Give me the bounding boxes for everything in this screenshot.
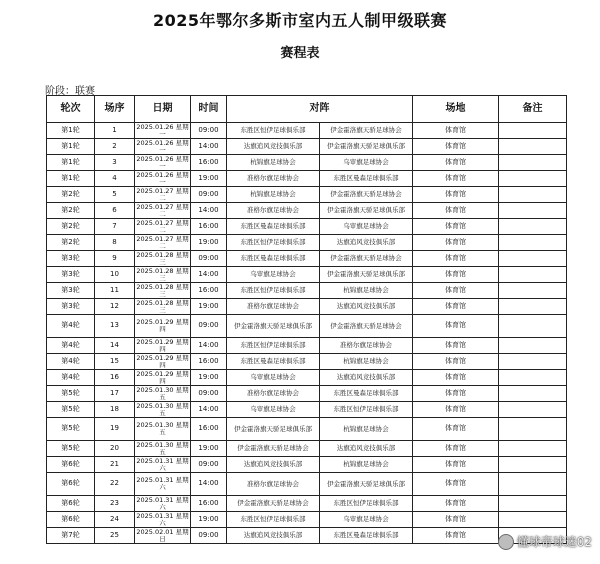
cell-home-team: 达旗追风竞技俱乐部 (227, 457, 320, 473)
cell-note (499, 315, 567, 338)
cell-match-no: 7 (95, 219, 135, 235)
cell-match-no: 9 (95, 251, 135, 267)
table-row (47, 512, 567, 528)
cell-time: 16:00 (191, 155, 227, 171)
cell-away-team: 乌审旗足球协会 (320, 219, 413, 235)
header-venue: 场地 (413, 96, 499, 123)
cell-time: 09:00 (191, 457, 227, 473)
cell-date: 2025.01.31 星期六 (136, 495, 189, 511)
cell-note (499, 338, 567, 354)
cell-round: 第3轮 (47, 267, 95, 283)
cell-match-no: 11 (95, 283, 135, 299)
cell-time: 19:00 (191, 299, 227, 315)
cell-away-team: 伊金霍洛旗天骄足球俱乐部 (320, 139, 413, 155)
cell-match-no: 22 (95, 473, 135, 496)
cell-match-no: 15 (95, 354, 135, 370)
cell-home-team: 伊金霍洛旗天骄足球协会 (227, 441, 320, 457)
cell-match-no: 5 (95, 187, 135, 203)
table-row (47, 528, 567, 544)
cell-venue: 体育馆 (413, 354, 499, 370)
cell-date: 2025.01.30 星期五 (136, 385, 189, 401)
cell-round: 第3轮 (47, 283, 95, 299)
cell-date: 2025.01.27 星期二 (136, 202, 189, 218)
cell-venue: 体育馆 (413, 251, 499, 267)
cell-home-team: 东胜区曼森足球俱乐部 (227, 251, 320, 267)
cell-home-team: 东胜区恒伊足球俱乐部 (227, 512, 320, 528)
cell-note (499, 123, 567, 139)
table-row (47, 418, 567, 441)
cell-venue: 体育馆 (413, 386, 499, 402)
cell-round: 第2轮 (47, 203, 95, 219)
cell-match-no: 4 (95, 171, 135, 187)
cell-home-team: 达旗追风竞技俱乐部 (227, 528, 320, 544)
cell-away-team: 伊金霍洛旗天骄足球俱乐部 (320, 203, 413, 219)
cell-time: 16:00 (191, 418, 227, 441)
table-row (47, 370, 567, 386)
table-row (47, 251, 567, 267)
cell-round: 第1轮 (47, 123, 95, 139)
cell-match-no: 1 (95, 123, 135, 139)
cell-home-team: 伊金霍洛旗天骄足球协会 (227, 496, 320, 512)
cell-time: 14:00 (191, 338, 227, 354)
cell-note (499, 370, 567, 386)
cell-away-team: 达旗追风竞技俱乐部 (320, 370, 413, 386)
cell-note (499, 473, 567, 496)
cell-time: 09:00 (191, 386, 227, 402)
cell-note (499, 441, 567, 457)
cell-note (499, 283, 567, 299)
cell-home-team: 杭锦旗足球协会 (227, 155, 320, 171)
cell-match-no: 24 (95, 512, 135, 528)
cell-away-team: 伊金霍洛旗天骄足球协会 (320, 251, 413, 267)
cell-match-no: 2 (95, 139, 135, 155)
cell-note (499, 203, 567, 219)
cell-match-no: 17 (95, 386, 135, 402)
table-row (47, 171, 567, 187)
cell-date: 2025.01.29 星期四 (136, 369, 189, 385)
cell-round: 第5轮 (47, 402, 95, 418)
cell-time: 16:00 (191, 283, 227, 299)
cell-round: 第3轮 (47, 251, 95, 267)
cell-venue: 体育馆 (413, 187, 499, 203)
cell-match-no: 8 (95, 235, 135, 251)
cell-round: 第2轮 (47, 219, 95, 235)
cell-venue: 体育馆 (413, 512, 499, 528)
cell-round: 第4轮 (47, 338, 95, 354)
cell-round: 第5轮 (47, 386, 95, 402)
cell-venue: 体育馆 (413, 370, 499, 386)
cell-match-no: 23 (95, 496, 135, 512)
cell-venue: 体育馆 (413, 267, 499, 283)
cell-home-team: 达旗追风竞技俱乐部 (227, 139, 320, 155)
cell-note (499, 386, 567, 402)
cell-home-team: 准格尔旗足球协会 (227, 203, 320, 219)
cell-venue: 体育馆 (413, 139, 499, 155)
cell-venue: 体育馆 (413, 457, 499, 473)
cell-note (499, 139, 567, 155)
header-match-no: 场序 (95, 96, 135, 123)
cell-venue: 体育馆 (413, 219, 499, 235)
cell-round: 第4轮 (47, 315, 95, 338)
cell-venue: 体育馆 (413, 123, 499, 139)
cell-home-team: 东胜区曼森足球俱乐部 (227, 354, 320, 370)
cell-date: 2025.01.30 星期五 (136, 440, 189, 456)
cell-date: 2025.01.30 星期五 (136, 401, 189, 417)
cell-round: 第6轮 (47, 496, 95, 512)
cell-note (499, 251, 567, 267)
header-matchup: 对阵 (227, 96, 413, 123)
cell-match-no: 10 (95, 267, 135, 283)
cell-note (499, 155, 567, 171)
cell-venue: 体育馆 (413, 235, 499, 251)
cell-away-team: 达旗追风竞技俱乐部 (320, 299, 413, 315)
table-header-row (47, 96, 567, 123)
cell-away-team: 杭锦旗足球协会 (320, 354, 413, 370)
table-row (47, 457, 567, 473)
cell-note (499, 418, 567, 441)
header-note: 备注 (499, 96, 567, 123)
cell-round: 第2轮 (47, 187, 95, 203)
cell-home-team: 准格尔旗足球协会 (227, 473, 320, 496)
cell-home-team: 乌审旗足球协会 (227, 267, 320, 283)
table-row (47, 139, 567, 155)
cell-match-no: 20 (95, 441, 135, 457)
cell-date: 2025.01.31 星期六 (136, 456, 189, 472)
cell-time: 09:00 (191, 187, 227, 203)
cell-away-team: 东胜区恒伊足球俱乐部 (320, 402, 413, 418)
cell-match-no: 16 (95, 370, 135, 386)
document-subtitle: 赛程表 (280, 46, 320, 61)
cell-home-team: 东胜区恒伊足球俱乐部 (227, 235, 320, 251)
table-row (47, 441, 567, 457)
cell-away-team: 杭锦旗足球协会 (320, 418, 413, 441)
cell-away-team: 达旗追风竞技俱乐部 (320, 441, 413, 457)
cell-away-team: 东胜区曼森足球俱乐部 (320, 171, 413, 187)
cell-time: 14:00 (191, 473, 227, 496)
cell-away-team: 伊金霍洛旗天骄足球协会 (320, 123, 413, 139)
cell-match-no: 6 (95, 203, 135, 219)
cell-date: 2025.01.26 星期一 (136, 138, 189, 154)
cell-home-team: 准格尔旗足球协会 (227, 171, 320, 187)
table-row (47, 283, 567, 299)
table-row (47, 386, 567, 402)
cell-round: 第4轮 (47, 354, 95, 370)
table-row (47, 402, 567, 418)
table-row (47, 338, 567, 354)
cell-round: 第4轮 (47, 370, 95, 386)
header-round: 轮次 (47, 96, 95, 123)
cell-venue: 体育馆 (413, 402, 499, 418)
cell-date: 2025.01.26 星期一 (136, 154, 189, 170)
cell-date: 2025.01.29 星期四 (136, 337, 189, 353)
cell-note (499, 187, 567, 203)
cell-round: 第3轮 (47, 299, 95, 315)
cell-away-team: 东胜区恒伊足球俱乐部 (320, 496, 413, 512)
cell-home-team: 东胜区恒伊足球俱乐部 (227, 283, 320, 299)
cell-venue: 体育馆 (413, 418, 499, 441)
cell-time: 14:00 (191, 139, 227, 155)
schedule-table (46, 95, 567, 544)
cell-home-team: 东胜区恒伊足球俱乐部 (227, 338, 320, 354)
cell-match-no: 25 (95, 528, 135, 544)
cell-away-team: 杭锦旗足球协会 (320, 457, 413, 473)
cell-home-team: 东胜区曼森足球俱乐部 (227, 219, 320, 235)
table-row (47, 315, 567, 338)
cell-venue: 体育馆 (413, 203, 499, 219)
cell-note (499, 235, 567, 251)
cell-date: 2025.01.31 星期六 (135, 473, 191, 496)
cell-away-team: 杭锦旗足球协会 (320, 283, 413, 299)
table-row (47, 267, 567, 283)
cell-note (499, 267, 567, 283)
cell-away-team: 伊金霍洛旗天骄足球俱乐部 (320, 473, 413, 496)
cell-venue: 体育馆 (413, 155, 499, 171)
cell-date: 2025.01.26 星期一 (136, 170, 189, 186)
cell-away-team: 东胜区曼森足球俱乐部 (320, 528, 413, 544)
cell-match-no: 3 (95, 155, 135, 171)
cell-note (499, 457, 567, 473)
cell-date: 2025.01.29 星期四 (136, 353, 189, 369)
cell-time: 19:00 (191, 235, 227, 251)
table-row (47, 155, 567, 171)
cell-round: 第6轮 (47, 457, 95, 473)
cell-round: 第1轮 (47, 155, 95, 171)
cell-away-team: 准格尔旗足球协会 (320, 338, 413, 354)
cell-venue: 体育馆 (413, 171, 499, 187)
cell-date: 2025.02.01 星期日 (136, 527, 189, 543)
cell-venue: 体育馆 (413, 299, 499, 315)
cell-home-team: 乌审旗足球协会 (227, 402, 320, 418)
watermark-logo-icon (498, 534, 514, 550)
table-row (47, 496, 567, 512)
cell-time: 19:00 (191, 171, 227, 187)
cell-match-no: 19 (95, 418, 135, 441)
cell-venue: 体育馆 (413, 528, 499, 544)
cell-date: 2025.01.28 星期三 (136, 266, 189, 282)
table-row (47, 187, 567, 203)
cell-date: 2025.01.27 星期二 (136, 218, 189, 234)
cell-note (499, 496, 567, 512)
cell-time: 14:00 (191, 267, 227, 283)
cell-round: 第6轮 (47, 512, 95, 528)
cell-time: 19:00 (191, 370, 227, 386)
stage-label: 阶段：联赛 (45, 86, 95, 97)
table-row (47, 354, 567, 370)
cell-home-team: 东胜区恒伊足球俱乐部 (227, 123, 320, 139)
cell-away-team: 乌审旗足球协会 (320, 155, 413, 171)
watermark (498, 533, 592, 550)
cell-away-team: 伊金霍洛旗天骄足球俱乐部 (320, 267, 413, 283)
cell-away-team: 伊金霍洛旗天骄足球协会 (320, 187, 413, 203)
cell-venue: 体育馆 (413, 441, 499, 457)
cell-away-team: 达旗追风竞技俱乐部 (320, 235, 413, 251)
header-time: 时间 (191, 96, 227, 123)
cell-home-team: 准格尔旗足球协会 (227, 299, 320, 315)
table-row (47, 123, 567, 139)
cell-away-team: 东胜区曼森足球俱乐部 (320, 386, 413, 402)
cell-date: 2025.01.28 星期三 (136, 282, 189, 298)
cell-time: 09:00 (191, 315, 227, 338)
cell-note (499, 512, 567, 528)
cell-time: 09:00 (191, 528, 227, 544)
cell-match-no: 13 (95, 315, 135, 338)
cell-match-no: 21 (95, 457, 135, 473)
cell-home-team: 伊金霍洛旗天骄足球俱乐部 (227, 418, 320, 441)
cell-venue: 体育馆 (413, 315, 499, 338)
cell-round: 第1轮 (47, 139, 95, 155)
cell-date: 2025.01.29 星期四 (135, 315, 191, 338)
cell-round: 第2轮 (47, 235, 95, 251)
cell-home-team: 杭锦旗足球协会 (227, 187, 320, 203)
cell-away-team: 乌审旗足球协会 (320, 512, 413, 528)
cell-date: 2025.01.26 星期一 (136, 122, 189, 138)
table-row (47, 219, 567, 235)
table-row (47, 203, 567, 219)
schedule-body (47, 123, 567, 544)
table-row (47, 299, 567, 315)
cell-time: 19:00 (191, 441, 227, 457)
cell-round: 第5轮 (47, 441, 95, 457)
cell-venue: 体育馆 (413, 496, 499, 512)
cell-time: 19:00 (191, 512, 227, 528)
cell-date: 2025.01.30 星期五 (135, 418, 191, 441)
cell-date: 2025.01.27 星期二 (136, 186, 189, 202)
cell-date: 2025.01.28 星期三 (136, 298, 189, 314)
cell-round: 第7轮 (47, 528, 95, 544)
header-date: 日期 (135, 96, 191, 123)
cell-note (499, 402, 567, 418)
document-title: 2025年鄂尔多斯市室内五人制甲级联赛 (152, 11, 448, 30)
cell-time: 16:00 (191, 219, 227, 235)
cell-time: 09:00 (191, 123, 227, 139)
cell-venue: 体育馆 (413, 338, 499, 354)
cell-away-team: 伊金霍洛旗天骄足球协会 (320, 315, 413, 338)
cell-round: 第6轮 (47, 473, 95, 496)
watermark-text: 懂球帝球迷02 (516, 535, 592, 549)
cell-note (499, 219, 567, 235)
cell-match-no: 14 (95, 338, 135, 354)
cell-home-team: 准格尔旗足球协会 (227, 386, 320, 402)
cell-date: 2025.01.27 星期二 (136, 234, 189, 250)
cell-match-no: 18 (95, 402, 135, 418)
cell-time: 14:00 (191, 203, 227, 219)
cell-note (499, 299, 567, 315)
cell-time: 14:00 (191, 402, 227, 418)
cell-round: 第5轮 (47, 418, 95, 441)
cell-time: 16:00 (191, 354, 227, 370)
cell-note (499, 354, 567, 370)
cell-venue: 体育馆 (413, 473, 499, 496)
table-row (47, 235, 567, 251)
cell-home-team: 乌审旗足球协会 (227, 370, 320, 386)
cell-match-no: 12 (95, 299, 135, 315)
cell-note (499, 171, 567, 187)
cell-date: 2025.01.28 星期三 (136, 250, 189, 266)
cell-home-team: 伊金霍洛旗天骄足球俱乐部 (227, 315, 320, 338)
cell-time: 09:00 (191, 251, 227, 267)
cell-date: 2025.01.31 星期六 (136, 511, 189, 527)
cell-round: 第1轮 (47, 171, 95, 187)
cell-venue: 体育馆 (413, 283, 499, 299)
cell-time: 16:00 (191, 496, 227, 512)
table-row (47, 473, 567, 496)
